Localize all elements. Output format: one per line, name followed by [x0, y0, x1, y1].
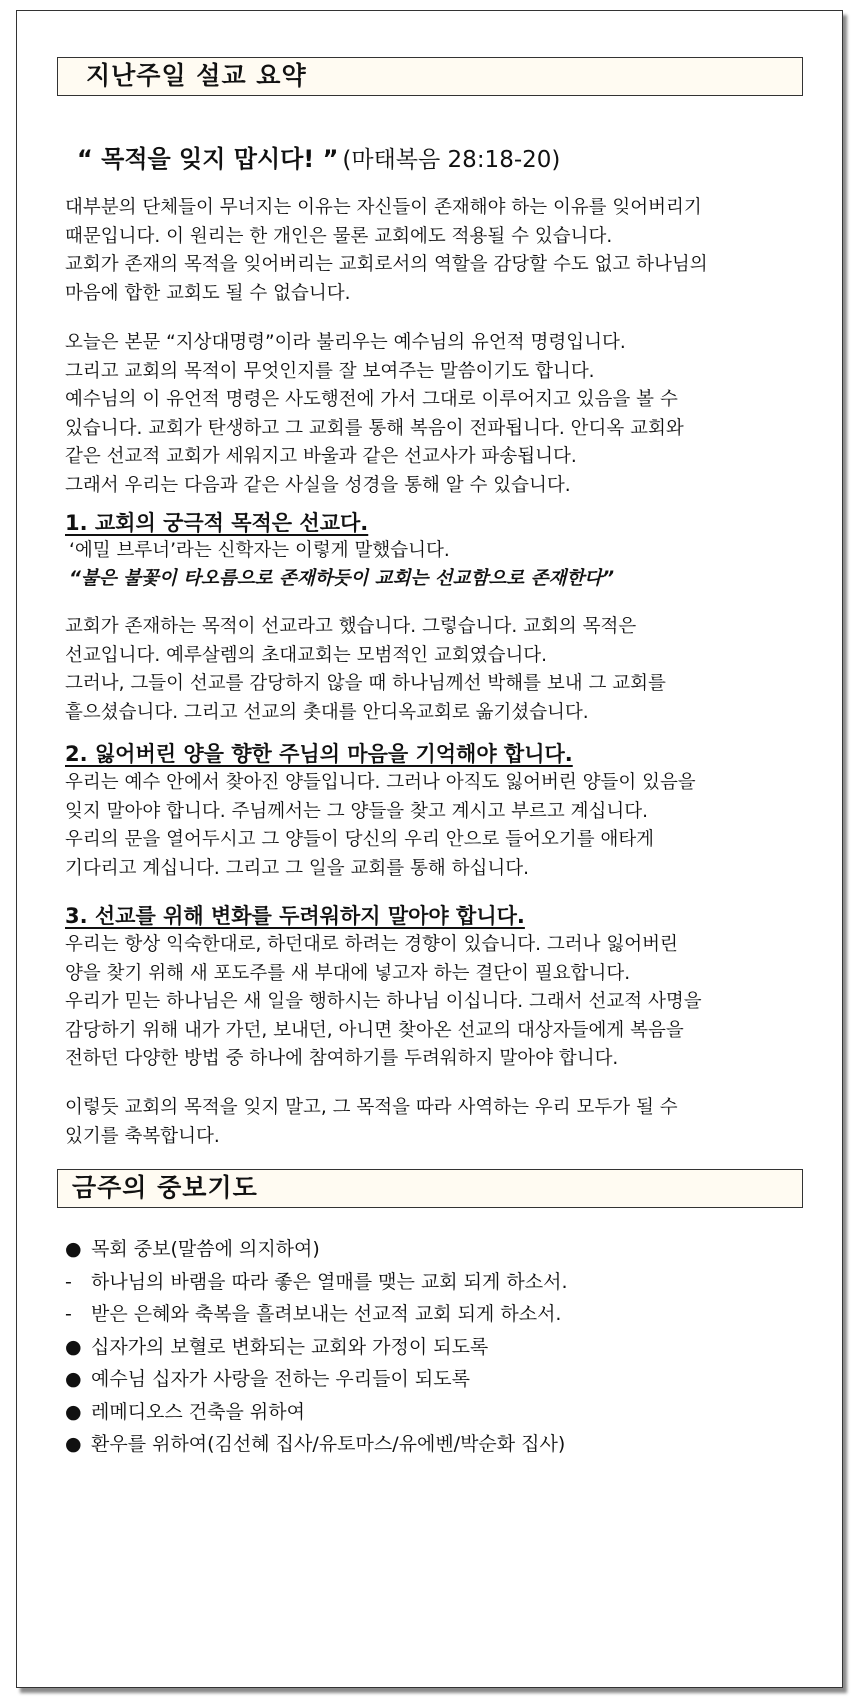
text-line: 잊지 말아야 합니다. 주님께서는 그 양들을 찾고 계시고 부르고 계십니다.	[65, 800, 648, 822]
text-line: 그래서 우리는 다음과 같은 사실을 성경을 통해 알 수 있습니다.	[65, 474, 571, 496]
text-line: 전하던 다양한 방법 중 하나에 참여하기를 두려워하지 말아야 합니다.	[65, 1048, 619, 1069]
text-line: 때문입니다. 이 원리는 한 개인은 물론 교회에도 적용될 수 있습니다.	[65, 225, 613, 247]
bulletin-page	[16, 10, 843, 1688]
text-line: 우리가 믿는 하나님은 새 일을 행하시는 하나님 이십니다. 그래서 선교적 사명을	[65, 991, 702, 1012]
bullet-icon: ●	[65, 1238, 82, 1260]
context-paragraph	[65, 329, 830, 500]
list-item	[65, 1428, 568, 1461]
sermon-title	[77, 139, 560, 174]
text-line: 마음에 합한 교회도 될 수 없습니다.	[65, 282, 351, 304]
list-item	[65, 1233, 568, 1266]
dash-icon: -	[65, 1303, 72, 1325]
bullet-icon: ●	[65, 1433, 82, 1455]
prayer-text: 환우를 위하여(김선혜 집사/유토마스/유에벤/박순화 집사)	[91, 1433, 566, 1455]
bulletin-content	[17, 11, 842, 1687]
point1-quote: “불은 불꽃이 타오름으로 존재하듯이 교회는 선교함으로 존재한다”	[69, 568, 614, 589]
text-line: 교회가 존재하는 목적이 선교라고 했습니다. 그렇습니다. 교회의 목적은	[65, 616, 637, 637]
prayer-list	[65, 1233, 568, 1461]
text-line: 예수님의 이 유언적 명령은 사도행전에 가서 그대로 이루어지고 있음을 볼 수	[65, 389, 678, 410]
list-item	[65, 1266, 568, 1299]
prayer-text: 예수님 십자가 사랑을 전하는 우리들이 되도록	[91, 1368, 470, 1390]
sermon-title-text: “ 목적을 잊지 맙시다! ”	[77, 145, 339, 173]
prayer-text: 하나님의 바램을 따라 좋은 열매를 맺는 교회 되게 하소서.	[91, 1270, 568, 1293]
intro-paragraph	[65, 194, 830, 308]
text-line: 교회가 존재의 목적을 잊어버리는 교회로서의 역할을 감당할 수도 없고 하나님의	[65, 254, 708, 275]
closing-paragraph	[65, 1094, 830, 1151]
prayer-title: 금주의 중보기도	[72, 1173, 258, 1202]
point1-heading: 1. 교회의 궁극적 목적은 선교다.	[65, 511, 369, 535]
text-line: 우리의 문을 열어두시고 그 양들이 당신의 우리 안으로 들어오기를 애타게	[65, 829, 655, 850]
list-item	[65, 1298, 568, 1331]
bullet-icon: ●	[65, 1400, 82, 1423]
prayer-text: 십자가의 보혈로 변화되는 교회와 가정이 되도록	[91, 1335, 489, 1358]
text-line: 우리는 항상 익숙한대로, 하던대로 하려는 경향이 있습니다. 그러나 잃어버린	[65, 934, 678, 955]
summary-title: 지난주일 설교 요약	[86, 61, 307, 90]
prayer-text: 레메디오스 건축을 위하여	[91, 1400, 305, 1423]
bullet-icon: ●	[65, 1335, 82, 1358]
text-line: 있습니다. 교회가 탄생하고 그 교회를 통해 복음이 전파됩니다. 안디옥 교회와	[65, 417, 684, 439]
list-item	[65, 1363, 568, 1396]
text-line: 감당하기 위해 내가 가던, 보내던, 아니면 찾아온 선교의 대상자들에게 복음을	[65, 1019, 684, 1041]
text-line: 그리고 교회의 목적이 무엇인지를 잘 보여주는 말씀이기도 합니다.	[65, 360, 595, 382]
point1-quote-intro: ‘에밀 브루너’라는 신학자는 이렇게 말했습니다.	[69, 540, 450, 561]
text-line: 같은 선교적 교회가 세워지고 바울과 같은 선교사가 파송됩니다.	[65, 446, 577, 467]
list-item	[65, 1331, 568, 1364]
text-line: 그러나, 그들이 선교를 감당하지 않을 때 하나님께선 박해를 보내 그 교회를	[65, 673, 666, 694]
bullet-icon: ●	[65, 1368, 82, 1390]
point2-body	[65, 769, 830, 883]
dash-icon: -	[65, 1270, 72, 1293]
prayer-text: 목회 중보(말씀에 의지하여)	[91, 1238, 320, 1260]
list-item	[65, 1396, 568, 1429]
text-line: 오늘은 본문 “지상대명령”이라 불리우는 예수님의 유언적 명령입니다.	[65, 332, 626, 353]
point3-heading: 3. 선교를 위해 변화를 두려워하지 말아야 합니다.	[65, 904, 525, 928]
text-line: 있기를 축복합니다.	[65, 1125, 220, 1147]
text-line: 대부분의 단체들이 무너지는 이유는 자신들이 존재해야 하는 이유를 잊어버리기	[65, 197, 702, 218]
sermon-reference: (마태복음 28:18-20)	[342, 147, 561, 173]
point1-body	[65, 613, 830, 727]
text-line: 흩으셨습니다. 그리고 선교의 촛대를 안디옥교회로 옮기셨습니다.	[65, 701, 589, 723]
text-line: 기다리고 계십니다. 그리고 그 일을 교회를 통해 하십니다.	[65, 857, 529, 879]
summary-title-box	[57, 57, 803, 96]
point2-heading: 2. 잃어버린 양을 향한 주님의 마음을 기억해야 합니다.	[65, 742, 573, 766]
prayer-title-box	[57, 1169, 803, 1208]
text-line: 양을 찾기 위해 새 포도주를 새 부대에 넣고자 하는 결단이 필요합니다.	[65, 962, 631, 984]
prayer-text: 받은 은혜와 축복을 흘려보내는 선교적 교회 되게 하소서.	[91, 1303, 562, 1325]
point3-body	[65, 931, 830, 1074]
text-line: 우리는 예수 안에서 찾아진 양들입니다. 그러나 아직도 잃어버린 양들이 있음을	[65, 772, 696, 793]
text-line: 선교입니다. 예루살렘의 초대교회는 모범적인 교회였습니다.	[65, 644, 548, 666]
text-line: 이렇듯 교회의 목적을 잊지 말고, 그 목적을 따라 사역하는 우리 모두가 될 수	[65, 1097, 678, 1118]
